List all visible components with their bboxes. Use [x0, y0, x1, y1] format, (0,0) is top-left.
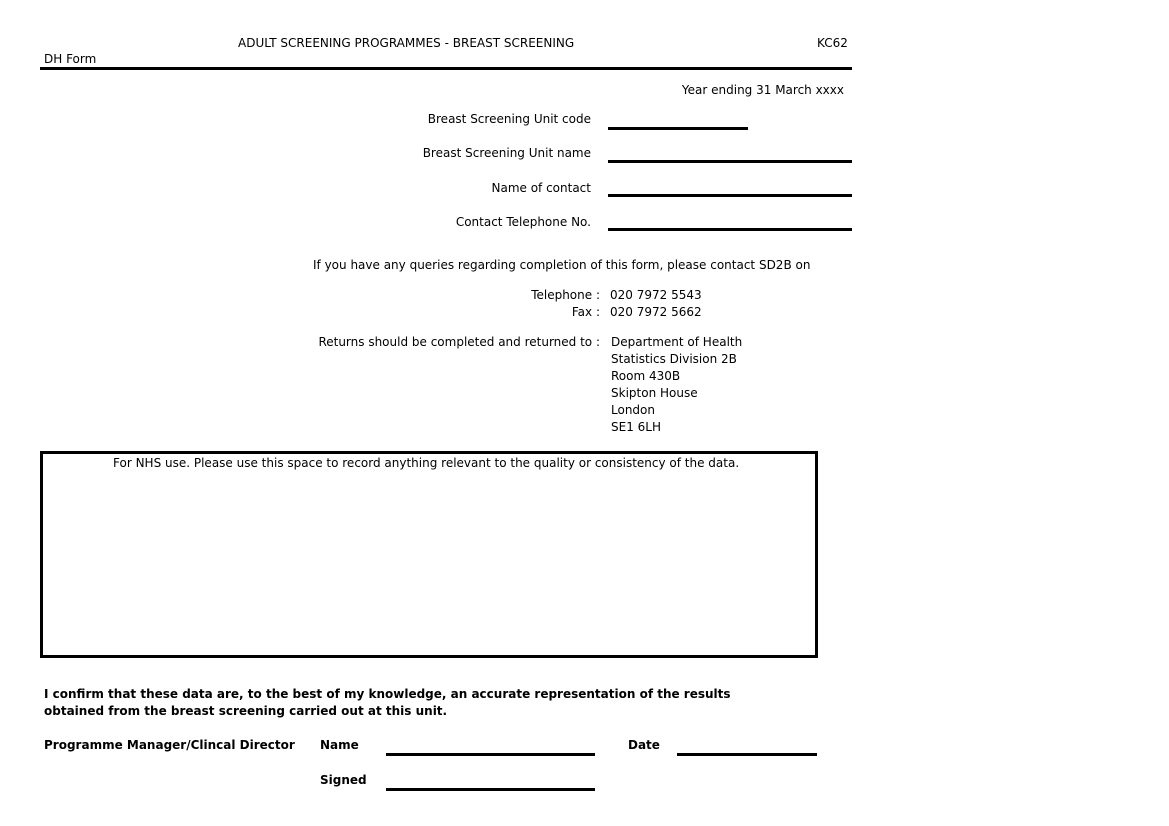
confirmation-line-2: obtained from the breast screening carried out at this unit.	[44, 704, 448, 718]
address-line: Room 430B	[611, 369, 681, 383]
signoff-role: Programme Manager/Clincal Director	[44, 738, 295, 752]
returns-label: Returns should be completed and returned to :	[318, 335, 600, 349]
date-field[interactable]	[677, 753, 817, 756]
contact-name-label: Name of contact	[491, 181, 591, 195]
contact-phone-label: Contact Telephone No.	[455, 215, 591, 229]
fax-label: Fax :	[571, 305, 600, 319]
form-code: KC62	[817, 36, 848, 50]
signed-label: Signed	[320, 773, 367, 787]
header-rule	[40, 67, 852, 70]
name-label: Name	[320, 738, 359, 752]
telephone-label: Telephone :	[531, 288, 600, 302]
address-line: Department of Health	[611, 335, 743, 349]
form-type: DH Form	[44, 52, 97, 66]
telephone-value: 020 7972 5543	[610, 288, 702, 302]
contact-phone-field[interactable]	[608, 228, 852, 231]
fax-value: 020 7972 5662	[610, 305, 702, 319]
nhs-notes-instructions: For NHS use. Please use this space to record anything relevant to the quality or consistency of the data.	[113, 456, 740, 470]
signature-field[interactable]	[386, 788, 595, 791]
queries-text: If you have any queries regarding completion of this form, please contact SD2B on	[313, 258, 811, 272]
name-field[interactable]	[386, 753, 595, 756]
year-ending: Year ending 31 March xxxx	[681, 83, 844, 97]
nhs-notes-box[interactable]	[40, 451, 818, 658]
contact-name-field[interactable]	[608, 194, 852, 197]
unit-code-label: Breast Screening Unit code	[427, 112, 591, 126]
form-title: ADULT SCREENING PROGRAMMES - BREAST SCREENING	[238, 36, 575, 50]
date-label: Date	[628, 738, 660, 752]
unit-name-field[interactable]	[608, 160, 852, 163]
confirmation-line-1: I confirm that these data are, to the best of my knowledge, an accurate representation of the results	[44, 687, 731, 701]
address-line: Statistics Division 2B	[611, 352, 737, 366]
address-line: SE1 6LH	[611, 420, 661, 434]
unit-name-label: Breast Screening Unit name	[422, 146, 591, 160]
address-line: Skipton House	[611, 386, 698, 400]
unit-code-field[interactable]	[608, 127, 748, 130]
address-line: London	[611, 403, 655, 417]
